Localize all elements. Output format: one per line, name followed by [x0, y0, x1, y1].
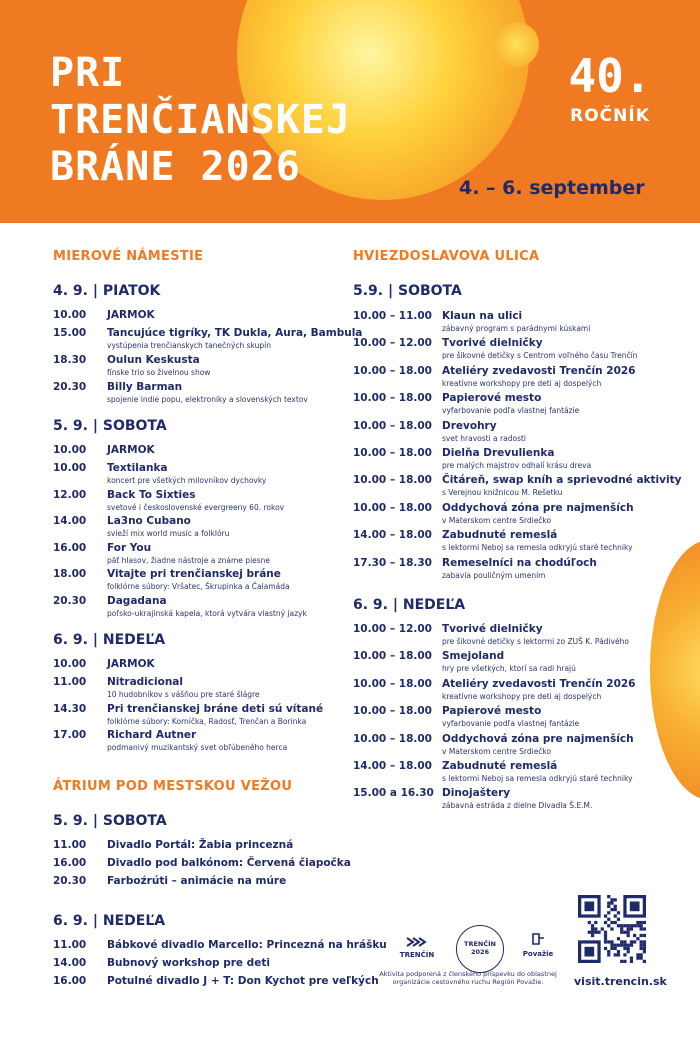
- event-description: s Verejnou knižnicou M. Rešetku: [442, 488, 563, 498]
- day-heading: 6. 9. | NEDEĽA: [53, 632, 166, 648]
- event-time: 16.00: [53, 857, 87, 869]
- event-name: Nitradicional: [107, 676, 183, 688]
- event-name: JARMOK: [107, 658, 155, 670]
- event-name: Divadlo pod balkónom: Červená čiapočka: [107, 857, 351, 869]
- event-time: 14.30: [53, 702, 87, 715]
- event-time: 10.00 – 18.00: [353, 474, 432, 487]
- event-time: 10.00: [53, 309, 87, 321]
- event-name: Bubnový workshop pre deti: [107, 957, 270, 969]
- event-name: Oddychová zóna pre najmenších: [442, 501, 634, 514]
- event-name: Ateliéry zvedavosti Trenčín 2026: [442, 677, 636, 690]
- website-link[interactable]: visit.trencin.sk: [574, 975, 667, 988]
- event-name: Čitáreň, swap kníh a sprievodné aktivity: [442, 474, 682, 487]
- event-time: 10.00 – 18.00: [353, 650, 432, 663]
- event-description: s lektormi Neboj sa remesla odkryjú staré techniky: [442, 543, 633, 553]
- event-time: 10.00 – 12.00: [353, 623, 432, 635]
- event-description: vyfarbovanie podľa vlastnej fantázie: [442, 406, 580, 416]
- event-description: pre šikovné detičky s Centrom voľného času Trenčín: [442, 351, 638, 361]
- day-heading: 4. 9. | PIATOK: [53, 283, 161, 299]
- event-name: Bábkové divadlo Marcello: Princezná na hrášku: [107, 939, 387, 951]
- event-description: kreatívne workshopy pre deti aj dospelých: [442, 378, 602, 388]
- event-time: 10.00 – 18.00: [353, 392, 432, 405]
- event-time: 17.30 – 18.30: [353, 556, 432, 569]
- event-time: 17.00: [53, 729, 87, 741]
- event-name: Drevohry: [442, 419, 497, 432]
- festival-title: [50, 50, 351, 191]
- event-time: 10.00 – 18.00: [353, 447, 432, 459]
- event-time: 20.30: [53, 594, 87, 607]
- day-heading: 5. 9. | SOBOTA: [53, 418, 167, 434]
- event-time: 10.00 – 18.00: [353, 732, 432, 745]
- event-name: Potulné divadlo J + T: Don Kychot pre veľkých: [107, 975, 379, 987]
- event-name: Tancujúce tigríky, TK Dukla, Aura, Bambula: [107, 327, 363, 339]
- event-description: v Materskom centre Srdiečko: [442, 746, 552, 756]
- event-description: poľsko-ukrajinská kapela, ktorá vytvára vlastný jazyk: [107, 608, 307, 618]
- event-name: Dinojaštery: [442, 787, 511, 800]
- event-description: folklórne súbory: Korníčka, Radosť, Trenčan a Borinka: [107, 716, 307, 726]
- event-description: zabavia pouličným umením: [442, 570, 546, 580]
- edition-label: ROČNÍK: [570, 106, 650, 126]
- event-name: Dagadana: [107, 594, 167, 607]
- event-description: zábavný program s parádnymi kúskami: [442, 324, 591, 333]
- event-name: Zabudnuté remeslá: [442, 760, 558, 772]
- title-line: TRENČIANSKEJ: [50, 97, 351, 143]
- event-name: Back To Sixties: [107, 488, 196, 501]
- title-line: PRI: [50, 50, 126, 96]
- event-name: JARMOK: [107, 444, 155, 456]
- event-time: 15.00 a 16.30: [353, 787, 434, 800]
- event-name: Ateliéry zvedavosti Trenčín 2026: [442, 364, 636, 377]
- event-time: 10.00 – 18.00: [353, 705, 432, 718]
- event-description: vystúpenia trenčianskych tanečných skupín: [107, 341, 271, 350]
- small-sun-graphic: [494, 22, 539, 67]
- povazie-emblem-icon: [529, 932, 547, 948]
- event-name: Vitajte pri trenčianskej bráne: [107, 568, 281, 580]
- side-sun-graphic: [650, 540, 700, 800]
- event-time: 11.00: [53, 676, 87, 688]
- event-description: svieží mix world music a folklóru: [107, 529, 230, 538]
- venue-title: HVIEZDOSLAVOVA ULICA: [353, 249, 540, 264]
- day-heading: 5. 9. | SOBOTA: [53, 813, 167, 829]
- trencin-emblem-icon: [405, 935, 429, 949]
- event-name: Billy Barman: [107, 381, 183, 393]
- event-time: 14.00 – 18.00: [353, 529, 432, 542]
- event-time: 14.00: [53, 515, 87, 527]
- event-description: pre šikovné detičky s lektormi zo ZUŠ K. Pádivého: [442, 637, 629, 646]
- edition-number: 40.: [568, 49, 652, 103]
- event-time: 10.00 – 18.00: [353, 677, 432, 690]
- event-description: hry pre všetkých, ktorí sa radi hrajú: [442, 664, 576, 674]
- event-name: Textilanka: [107, 462, 168, 474]
- event-time: 18.30: [53, 354, 87, 366]
- event-time: 15.00: [53, 327, 87, 339]
- event-name: For You: [107, 541, 152, 554]
- event-name: Divadlo Portál: Žabia princezná: [107, 839, 294, 851]
- event-name: Pri trenčianskej bráne deti sú vítané: [107, 702, 324, 715]
- event-time: 14.00: [53, 957, 87, 969]
- event-time: 12.00: [53, 488, 87, 501]
- logo-label: Považie: [522, 950, 554, 958]
- trencin-2026-logo: [456, 925, 504, 973]
- event-name: La3no Cubano: [107, 515, 191, 527]
- event-description: pre malých majstrov odhalí krásu dreva: [442, 461, 592, 470]
- event-description: svet hravosti a radosti: [442, 433, 527, 443]
- day-heading: 6. 9. | NEDEĽA: [353, 597, 466, 613]
- event-name: Dielňa Drevulienka: [442, 447, 555, 459]
- event-description: svetové i československé evergreeny 60. rokov: [107, 502, 285, 512]
- event-time: 10.00 – 18.00: [353, 501, 432, 514]
- event-time: 10.00: [53, 658, 87, 670]
- event-time: 20.30: [53, 381, 87, 393]
- logo-label: TRENČÍN 2026: [464, 940, 496, 956]
- event-description: 10 hudobníkov s vášňou pre staré šlágre: [107, 690, 260, 699]
- event-name: JARMOK: [107, 309, 155, 321]
- venue-title: MIEROVÉ NÁMESTIE: [53, 249, 204, 264]
- event-description: podmanivý muzikantský svet obľúbeného herca: [107, 743, 288, 752]
- event-name: Smejoland: [442, 650, 505, 663]
- support-note: Aktivita podporená z členského príspevku do oblastnej organizácie cestovného ruchu Región Považie.: [379, 970, 557, 986]
- event-time: 20.30: [53, 875, 87, 887]
- event-description: folklórne súbory: Vršatec, Škrupinka a Čalamáda: [107, 582, 290, 591]
- event-name: Oddychová zóna pre najmenších: [442, 732, 634, 745]
- event-time: 10.00 – 12.00: [353, 337, 432, 350]
- event-name: Klaun na ulici: [442, 310, 523, 322]
- venue-title: ÁTRIUM POD MESTSKOU VEŽOU: [53, 779, 293, 794]
- event-description: kreatívne workshopy pre deti aj dospelých: [442, 691, 602, 701]
- event-name: Richard Autner: [107, 729, 197, 741]
- event-name: Papierové mesto: [442, 392, 542, 405]
- event-name: Papierové mesto: [442, 705, 542, 718]
- day-heading: 5.9. | SOBOTA: [353, 283, 462, 299]
- event-time: 10.00 – 18.00: [353, 419, 432, 432]
- edition-badge: [560, 49, 660, 126]
- event-name: Zabudnuté remeslá: [442, 529, 558, 542]
- event-time: 14.00 – 18.00: [353, 760, 432, 772]
- event-name: Tvorivé dielničky: [442, 623, 543, 635]
- event-description: spojenie indie popu, elektroniky a slovenských textov: [107, 395, 308, 404]
- event-time: 10.00: [53, 462, 87, 474]
- event-name: Remeselníci na chodúľoch: [442, 556, 597, 569]
- event-time: 10.00 – 11.00: [353, 310, 432, 322]
- logo-label: TRENČÍN: [399, 951, 435, 959]
- header-banner: [0, 0, 700, 223]
- event-description: päť hlasov, žiadne nástroje a známe piesne: [107, 555, 271, 565]
- event-description: s lektormi Neboj sa remesla odkryjú staré techniky: [442, 774, 633, 783]
- event-description: koncert pre všetkých milovníkov dychovky: [107, 476, 267, 485]
- event-time: 18.00: [53, 568, 87, 580]
- povazie-logo: [518, 932, 558, 958]
- event-time: 11.00: [53, 839, 87, 851]
- event-name: Oulun Keskusta: [107, 354, 200, 366]
- event-time: 16.00: [53, 541, 87, 554]
- event-time: 16.00: [53, 975, 87, 987]
- event-name: Tvorivé dielničky: [442, 337, 543, 350]
- event-description: fínske trio so živelnou show: [107, 368, 211, 377]
- event-description: vyfarbovanie podľa vlastnej fantázie: [442, 719, 580, 729]
- event-time: 10.00: [53, 444, 87, 456]
- day-heading: 6. 9. | NEDEĽA: [53, 913, 166, 929]
- event-name: Farboźrúti – animácie na múre: [107, 875, 287, 887]
- event-time: 10.00 – 18.00: [353, 364, 432, 377]
- festival-dates: 4. – 6. september: [459, 177, 645, 199]
- trencin-logo: [395, 935, 439, 959]
- event-time: 11.00: [53, 939, 87, 951]
- event-description: v Materskom centre Srdiečko: [442, 515, 552, 525]
- event-description: zábavná estráda z dielne Divadla Š.E.M.: [442, 801, 593, 811]
- qr-code[interactable]: [578, 895, 646, 963]
- title-line: BRÁNE 2026: [50, 144, 301, 190]
